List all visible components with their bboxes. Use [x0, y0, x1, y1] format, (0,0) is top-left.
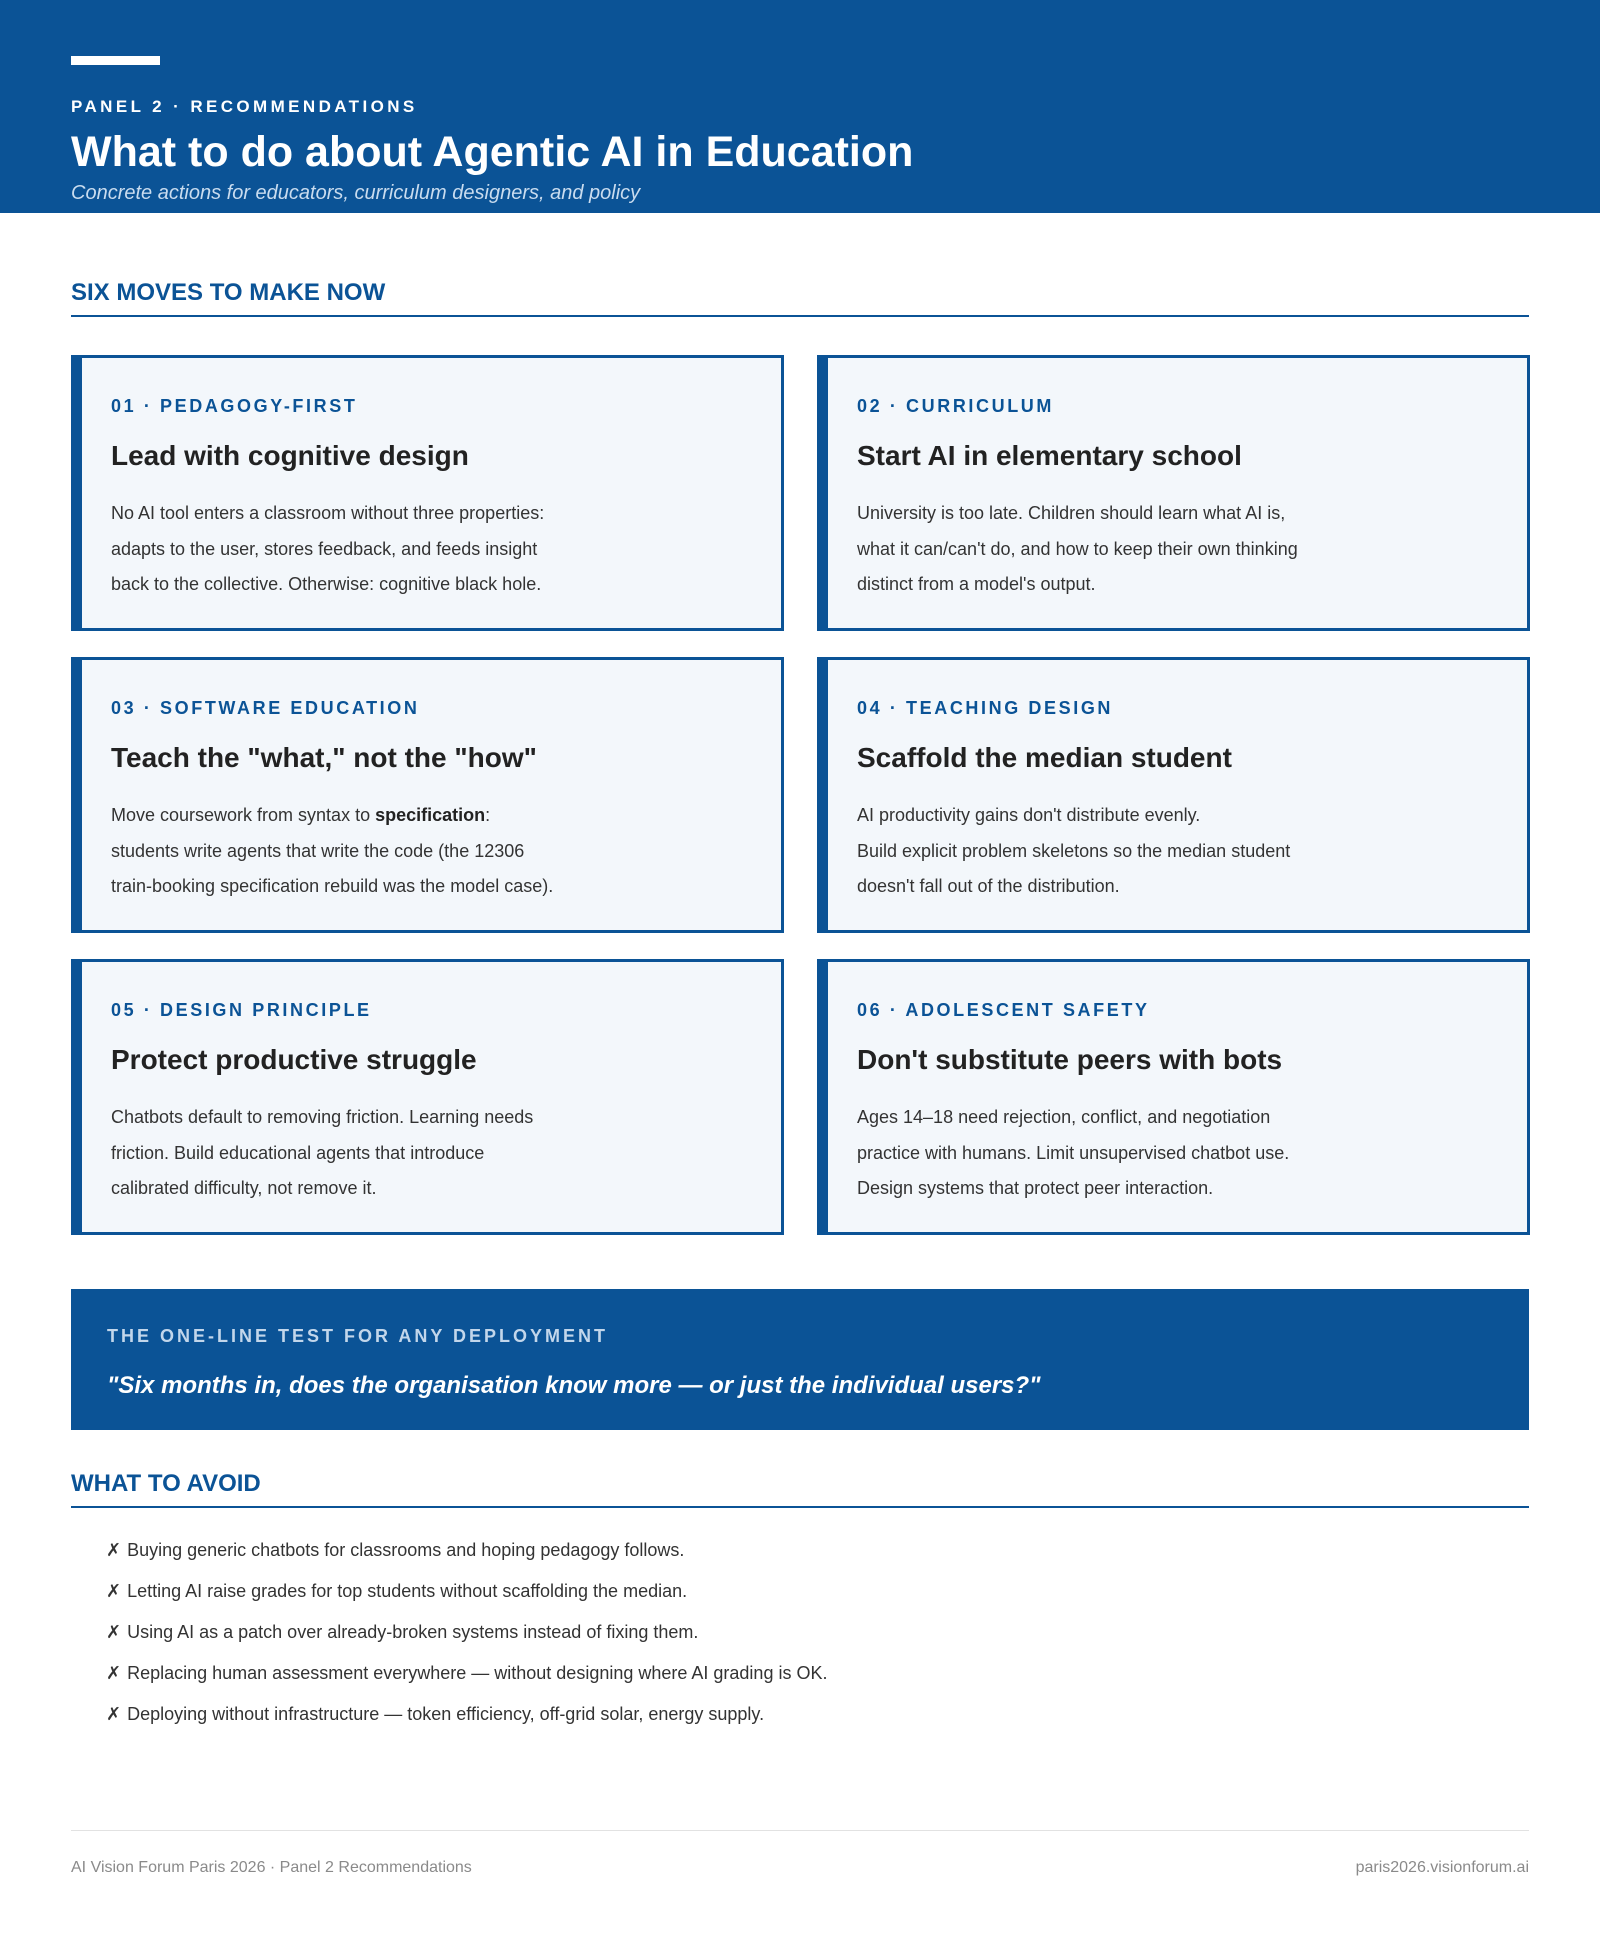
recommendation-card-04	[817, 657, 1530, 933]
card-label: 04 · TEACHING DESIGN	[857, 698, 1114, 718]
cross-mark-icon: ✗	[106, 1663, 122, 1683]
recommendation-card-01	[71, 355, 784, 631]
one-line-test-callout	[71, 1289, 1529, 1430]
footer-credit: AI Vision Forum Paris 2026 · Panel 2 Recommendations	[71, 1859, 472, 1876]
card-body-text: Move coursework from syntax to	[111, 805, 376, 825]
card-body-line: students write agents that write the code (the 12306	[111, 840, 525, 861]
card-body-line: calibrated difficulty, not remove it.	[111, 1178, 377, 1198]
list-item	[106, 1699, 827, 1740]
header-accent-bar	[71, 56, 160, 65]
recommendation-card-05	[71, 959, 784, 1235]
card-body-line: practice with humans. Limit unsupervised chatbot use.	[857, 1142, 1290, 1163]
header-kicker: PANEL 2 · RECOMMENDATIONS	[71, 97, 418, 116]
footer-url: paris2026.visionforum.ai	[1355, 1859, 1529, 1876]
card-body	[111, 1100, 731, 1207]
card-body-text: :	[485, 805, 491, 825]
card-label: 03 · SOFTWARE EDUCATION	[111, 698, 420, 718]
recommendation-card-03	[71, 657, 784, 933]
footer-divider	[71, 1830, 1529, 1831]
header-banner	[0, 0, 1600, 213]
card-body-emphasis: specification	[375, 805, 486, 825]
card-body-line: train-booking specification rebuild was the model case).	[111, 876, 554, 896]
cross-mark-icon: ✗	[106, 1622, 122, 1642]
list-item-text: Buying generic chatbots for classrooms and hoping pedagogy follows.	[127, 1540, 685, 1560]
cross-mark-icon: ✗	[106, 1704, 122, 1724]
card-body	[857, 798, 1477, 905]
list-item	[106, 1658, 827, 1699]
card-title: Start AI in elementary school	[857, 440, 1242, 471]
card-title: Teach the "what," not the "how"	[111, 742, 537, 773]
card-body-line: adapts to the user, stores feedback, and feeds insight	[111, 538, 538, 559]
card-body	[111, 798, 731, 905]
card-body-line: distinct from a model's output.	[857, 574, 1096, 594]
card-body-line: back to the collective. Otherwise: cognitive black hole.	[111, 574, 542, 594]
card-body-line: Ages 14–18 need rejection, conflict, and negotiation	[857, 1107, 1271, 1127]
card-body-line: Design systems that protect peer interaction.	[857, 1178, 1214, 1198]
avoid-list	[106, 1535, 827, 1740]
list-item-text: Deploying without infrastructure — token efficiency, off-grid solar, energy supply.	[127, 1704, 765, 1724]
card-body-line: friction. Build educational agents that introduce	[111, 1142, 485, 1163]
list-item	[106, 1576, 827, 1617]
list-item	[106, 1535, 827, 1576]
card-body	[857, 496, 1477, 603]
card-body	[857, 1100, 1477, 1207]
card-title: Don't substitute peers with bots	[857, 1044, 1283, 1075]
card-body-line	[111, 798, 731, 834]
card-body-line: Build explicit problem skeletons so the median student	[857, 840, 1291, 861]
card-title: Protect productive struggle	[111, 1044, 477, 1075]
card-body-line: Chatbots default to removing friction. Learning needs	[111, 1107, 534, 1127]
card-body-line: doesn't fall out of the distribution.	[857, 876, 1120, 896]
page-title: What to do about Agentic AI in Education	[71, 128, 914, 176]
card-title: Lead with cognitive design	[111, 440, 469, 471]
callout-quote: "Six months in, does the organisation know more — or just the individual users?"	[107, 1372, 1041, 1399]
section-heading-avoid: WHAT TO AVOID	[71, 1470, 1529, 1508]
recommendation-card-02	[817, 355, 1530, 631]
page-subtitle: Concrete actions for educators, curriculum designers, and policy	[71, 182, 641, 204]
recommendation-card-06	[817, 959, 1530, 1235]
card-label: 01 · PEDAGOGY-FIRST	[111, 396, 358, 416]
card-title: Scaffold the median student	[857, 742, 1232, 773]
card-label: 05 · DESIGN PRINCIPLE	[111, 1000, 372, 1020]
section-heading-moves: SIX MOVES TO MAKE NOW	[71, 279, 1529, 317]
list-item-text: Replacing human assessment everywhere — without designing where AI grading is OK.	[127, 1663, 828, 1683]
list-item	[106, 1617, 827, 1658]
list-item-text: Using AI as a patch over already-broken systems instead of fixing them.	[127, 1622, 699, 1642]
list-item-text: Letting AI raise grades for top students without scaffolding the median.	[127, 1581, 688, 1601]
card-label: 02 · CURRICULUM	[857, 396, 1055, 416]
cross-mark-icon: ✗	[106, 1581, 122, 1601]
card-body-line: what it can/can't do, and how to keep their own thinking	[857, 538, 1298, 559]
card-body-line: AI productivity gains don't distribute evenly.	[857, 805, 1201, 825]
card-label: 06 · ADOLESCENT SAFETY	[857, 1000, 1150, 1020]
card-body	[111, 496, 731, 603]
card-body-line: University is too late. Children should learn what AI is,	[857, 503, 1286, 523]
card-body-line: No AI tool enters a classroom without three properties:	[111, 503, 545, 523]
callout-label: THE ONE-LINE TEST FOR ANY DEPLOYMENT	[107, 1326, 609, 1346]
cross-mark-icon: ✗	[106, 1540, 122, 1560]
